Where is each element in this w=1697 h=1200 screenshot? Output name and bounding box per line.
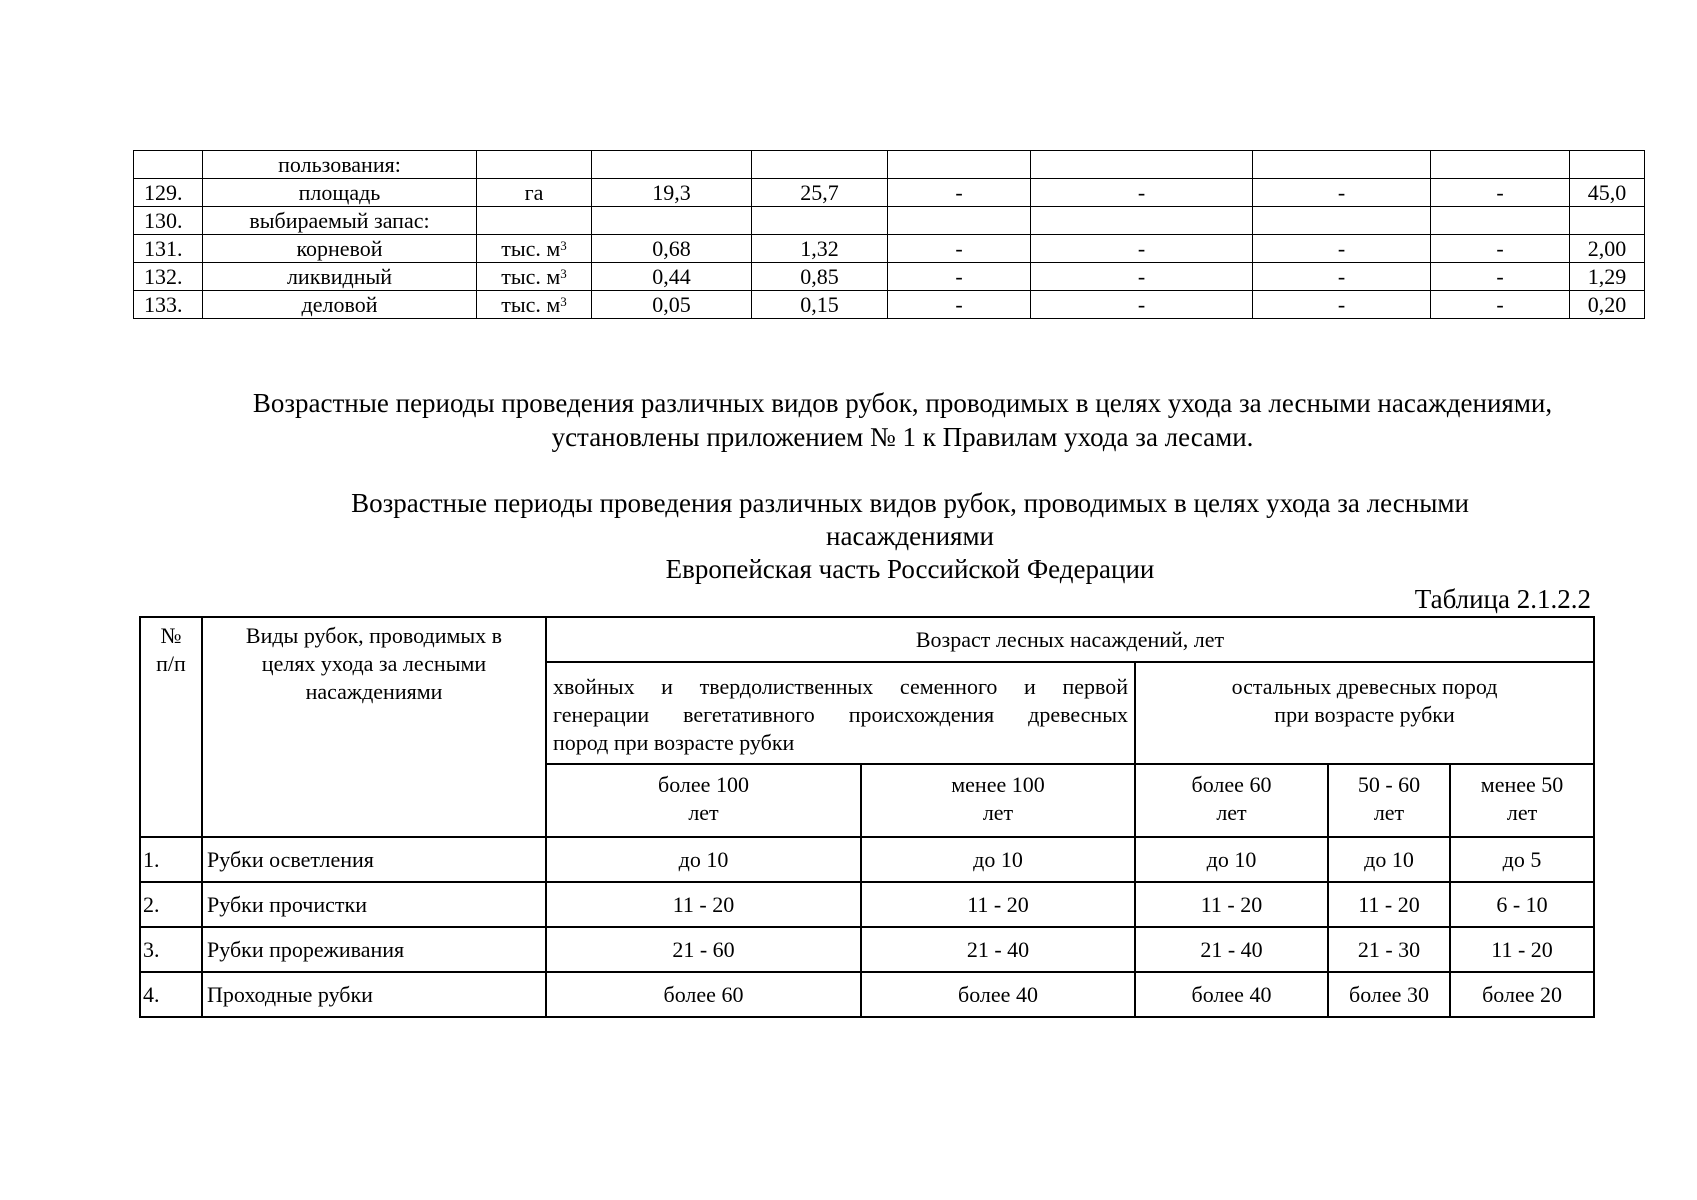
age-range: до 5	[1450, 837, 1594, 882]
cell-value: -	[1431, 235, 1570, 263]
cell-value: 0,15	[752, 291, 888, 319]
row-name: пользования:	[203, 151, 477, 179]
row-unit: тыс. $м^3$	[477, 235, 592, 263]
cell-value	[592, 151, 752, 179]
header-age-subgroup: более 100 лет	[546, 764, 861, 837]
cell-value: -	[1431, 291, 1570, 319]
age-range: более 60	[546, 972, 861, 1017]
cell-value: 0,85	[752, 263, 888, 291]
row-name: площадь	[203, 179, 477, 207]
age-range: 11 - 20	[1328, 882, 1450, 927]
table-row	[134, 207, 1645, 235]
cell-value	[1253, 207, 1431, 235]
header-age-subgroup: менее 100 лет	[861, 764, 1135, 837]
row-unit	[477, 151, 592, 179]
cell-value: -	[1031, 263, 1253, 291]
age-range: 11 - 20	[1450, 927, 1594, 972]
header-age-subgroup: более 60 лет	[1135, 764, 1328, 837]
age-range: 21 - 60	[546, 927, 861, 972]
table-title: Возрастные периоды проведения различных видов рубок, проводимых в целях ухода за лесными насаждениями Европейская часть Российской Федерации	[351, 488, 1469, 584]
cell-value: 0,44	[592, 263, 752, 291]
cell-value: 2,00	[1570, 235, 1645, 263]
table-row	[140, 882, 1594, 927]
header-cutting-type: Виды рубок, проводимых в целях ухода за лесными насаждениями	[202, 617, 546, 837]
age-range: 11 - 20	[861, 882, 1135, 927]
row-number: 2.	[140, 882, 202, 927]
cell-value: 1,32	[752, 235, 888, 263]
cell-value: -	[1031, 179, 1253, 207]
forest-use-table	[133, 150, 1645, 319]
cell-value	[1570, 207, 1645, 235]
cell-value: 45,0	[1570, 179, 1645, 207]
cell-value: 0,05	[592, 291, 752, 319]
cell-value	[1431, 207, 1570, 235]
cell-value	[1570, 151, 1645, 179]
header-age-subgroup: 50 - 60 лет	[1328, 764, 1450, 837]
cell-value: -	[1031, 291, 1253, 319]
table-row	[140, 927, 1594, 972]
cell-value: 19,3	[592, 179, 752, 207]
row-number: 132.	[134, 263, 203, 291]
age-range: более 30	[1328, 972, 1450, 1017]
cell-value	[592, 207, 752, 235]
row-name: деловой	[203, 291, 477, 319]
cell-value	[1431, 151, 1570, 179]
cell-value: -	[888, 263, 1031, 291]
cell-value: -	[888, 179, 1031, 207]
cell-value: 0,20	[1570, 291, 1645, 319]
row-number: 133.	[134, 291, 203, 319]
row-unit: тыс. $м^3$	[477, 263, 592, 291]
cell-value: -	[1253, 263, 1431, 291]
cell-value: -	[1031, 235, 1253, 263]
cell-value: -	[1431, 263, 1570, 291]
row-number: 130.	[134, 207, 203, 235]
table-row	[134, 263, 1645, 291]
cutting-type: Рубки прореживания	[202, 927, 546, 972]
cell-value: -	[1253, 291, 1431, 319]
table-row	[134, 151, 1645, 179]
age-range: до 10	[546, 837, 861, 882]
table-number-label: Таблица 2.1.2.2	[1414, 584, 1591, 614]
table-row	[140, 972, 1594, 1017]
row-number: 1.	[140, 837, 202, 882]
cell-value: 0,68	[592, 235, 752, 263]
table-row	[134, 179, 1645, 207]
cell-value: -	[888, 235, 1031, 263]
row-number	[134, 151, 203, 179]
row-name: корневой	[203, 235, 477, 263]
header-conifer: хвойных и твердолиственных семенного и первой генерации вегетативного происхождения древесных пород при возрасте рубки	[546, 662, 1135, 764]
cell-value	[888, 207, 1031, 235]
age-range: 21 - 40	[1135, 927, 1328, 972]
cutting-type: Рубки прочистки	[202, 882, 546, 927]
row-unit: тыс. $м^3$	[477, 291, 592, 319]
age-range: до 10	[1328, 837, 1450, 882]
header-age-subgroup: менее 50 лет	[1450, 764, 1594, 837]
intro-paragraph: Возрастные периоды проведения различных видов рубок, проводимых в целях ухода за лесными насаждениями, установлены приложением № 1 к Правилам ухода за лесами.	[252, 388, 1553, 452]
age-range: 21 - 30	[1328, 927, 1450, 972]
header-age: Возраст лесных насаждений, лет	[546, 617, 1594, 662]
age-range: 21 - 40	[861, 927, 1135, 972]
cutting-type: Рубки осветления	[202, 837, 546, 882]
row-number: 4.	[140, 972, 202, 1017]
cell-value	[1031, 151, 1253, 179]
header-other: остальных древесных пород при возрасте рубки	[1135, 662, 1594, 764]
cell-value	[1253, 151, 1431, 179]
row-unit: га	[477, 179, 592, 207]
age-range: 11 - 20	[1135, 882, 1328, 927]
age-range: до 10	[1135, 837, 1328, 882]
age-range: более 40	[1135, 972, 1328, 1017]
cell-value: -	[1253, 179, 1431, 207]
age-range: 11 - 20	[546, 882, 861, 927]
cell-value	[752, 207, 888, 235]
cell-value: 25,7	[752, 179, 888, 207]
row-name: ликвидный	[203, 263, 477, 291]
age-range: до 10	[861, 837, 1135, 882]
cell-value: 1,29	[1570, 263, 1645, 291]
cell-value: -	[888, 291, 1031, 319]
cell-value: -	[1431, 179, 1570, 207]
age-range: более 40	[861, 972, 1135, 1017]
row-name: выбираемый запас:	[203, 207, 477, 235]
age-range: более 20	[1450, 972, 1594, 1017]
row-number: 129.	[134, 179, 203, 207]
cell-value	[752, 151, 888, 179]
row-number: 3.	[140, 927, 202, 972]
table-row	[134, 291, 1645, 319]
cell-value	[1031, 207, 1253, 235]
cutting-age-periods-table	[139, 616, 1595, 1018]
row-number: 131.	[134, 235, 203, 263]
row-unit	[477, 207, 592, 235]
header-num: № п/п	[140, 617, 202, 837]
cell-value: -	[1253, 235, 1431, 263]
table-row	[134, 235, 1645, 263]
cutting-type: Проходные рубки	[202, 972, 546, 1017]
age-range: 6 - 10	[1450, 882, 1594, 927]
cell-value	[888, 151, 1031, 179]
table-row	[140, 837, 1594, 882]
